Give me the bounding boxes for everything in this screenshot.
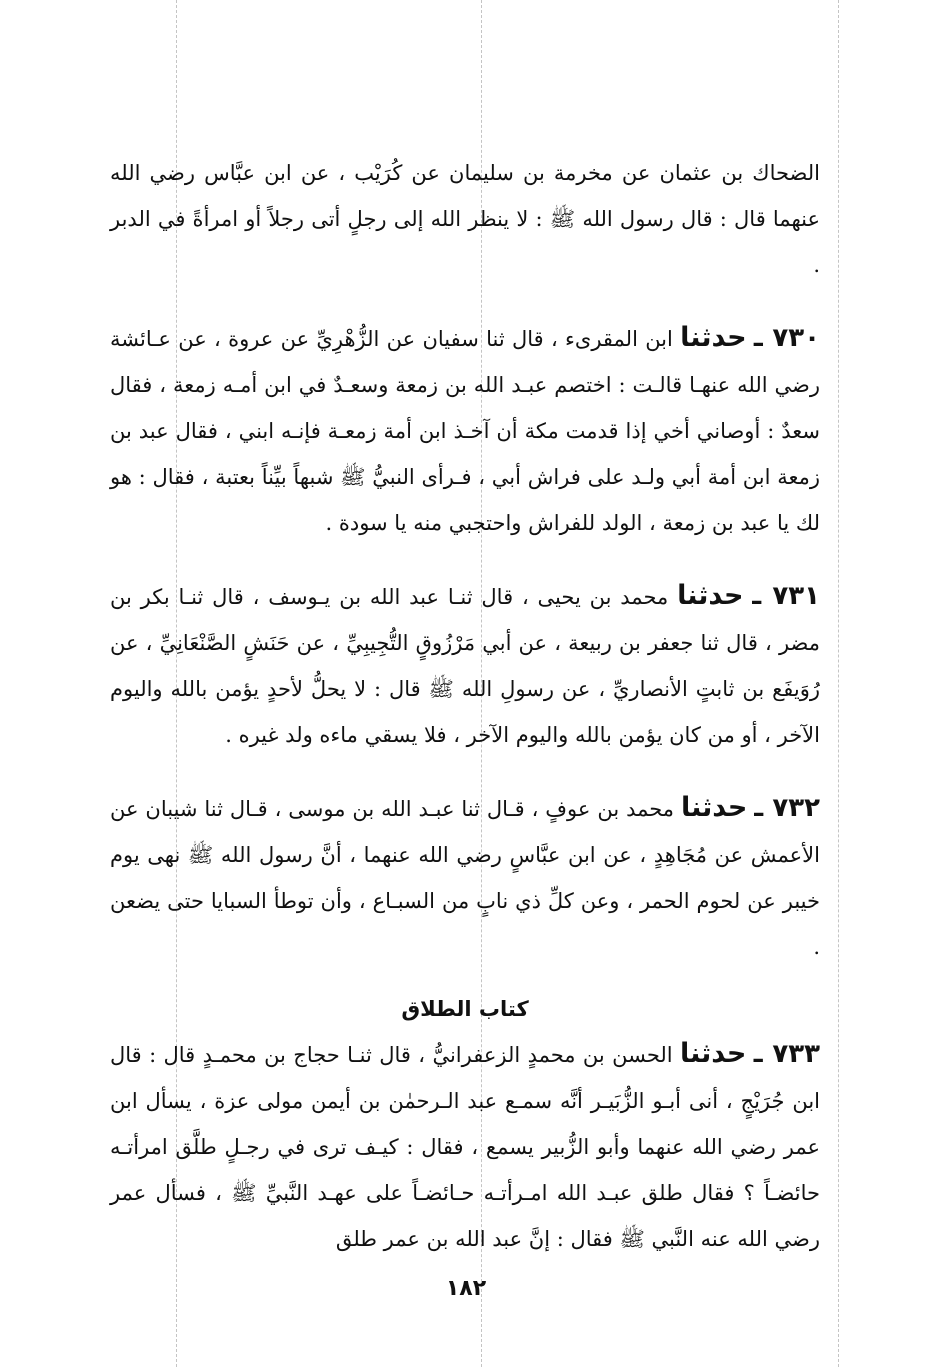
hadith-keyword: حدثنا [680,322,747,353]
page-body [110,150,820,1262]
hadith-text: ابن المقرىء ، قال ثنا سفيان عن الزُّهْرِيِّ عن عروة ، عن عـائشة رضي الله عنهـا قالـت : اختصم عبـد الله بن زمعة وسعـدٌ في ابن أمـه زمعة ، فقال سعدٌ : أوصاني أخي إذا قدمت مكة أن آخـذ ابن أمة زمعـة فإنـه ابني ، فقال عبد بن زمعة ابن أمة أبي ولـد على فراش أبي ، فـرأى النبيُّ ﷺ شبهاً بيِّناً بعتبة ، فقال : هو لك يا عبد بن زمعة ، الولد للفراش واحتجبي منه يا سودة . [110,327,820,535]
hadith-730 [110,315,820,546]
hadith-number: ٧٣١ ـ [752,581,820,611]
hadith-text: الحسن بن محمدٍ الزعفرانيُّ ، قال ثنـا حجاج بن محمـدٍ قال : قال ابن جُرَيْجٍ ، أنى أبـو الزُّبَيـر أنَّه سمـع عبد الـرحمٰن بن أيمن مولى عزة ، يسأل ابن عمر رضي الله عنهما وأبو الزُّبير يسمع ، فقال : كيـف ترى في رجـلٍ طلَّق امرأتـه حائضـاً ؟ فقال طلق عبـد الله امـرأتـه حـائضـاً على عهـد النَّبيِّ ﷺ ، فسأل عمر رضي الله عنه النَّبي ﷺ فقال : إنَّ عبد الله بن عمر طلق [110,1043,820,1251]
chapter-title: كتاب الطلاق [401,997,529,1021]
hadith-732 [110,785,820,970]
hadith-number: ٧٣٠ ـ [753,323,820,353]
fold-guide-line [838,0,839,1367]
hadith-keyword: حدثنا [680,792,748,823]
hadith-text: محمد بن عوفٍ ، قـال ثنا عبـد الله بن موسى ، قـال ثنا شيبان عن الأعمش عن مُجَاهِدٍ ، عن ابن عبَّاسٍ رضي الله عنهما ، أنَّ رسول الله ﷺ نهى يوم خيبر عن لحوم الحمر ، وعن كلِّ ذي نابٍ من السبـاع ، وأن توطأ السبايا حتى يضعن . [110,797,820,959]
hadith-keyword: حدثنا [677,580,744,611]
hadith-731 [110,573,820,758]
page-number: ١٨٢ [445,1276,487,1301]
hadith-text: محمد بن يحيى ، قال ثنـا عبد الله بن يـوسف ، قال ثنـا بكر بن مضر ، قال ثنا جعفر بن ربيعة ، عن أبي مَرْزُوقٍ التُّجِيبِيِّ ، عن حَنَشٍ الصَّنْعَانِيِّ ، عن رُوَيفَع بن ثابتٍ الأنصاريِّ ، عن رسولِ الله ﷺ قال : لا يحلُّ لأحدٍ يؤمن بالله واليوم الآخر ، أو من كان يؤمن بالله واليوم الآخر ، فلا يسقي ماءه ولد غيره . [110,585,820,747]
intro-paragraph: الضحاك بن عثمان عن مخرمة بن سليمان عن كُرَيْب ، عن ابن عبَّاس رضي الله عنهما قال : قال رسول الله ﷺ : لا ينظر الله إلى رجلٍ أتى رجلاً أو امرأةً في الدبر . [110,161,820,277]
hadith-number: ٧٣٣ ـ [753,1039,820,1069]
hadith-keyword: حدثنا [680,1038,747,1069]
hadith-733 [110,1031,820,1262]
hadith-number: ٧٣٢ ـ [754,793,820,823]
